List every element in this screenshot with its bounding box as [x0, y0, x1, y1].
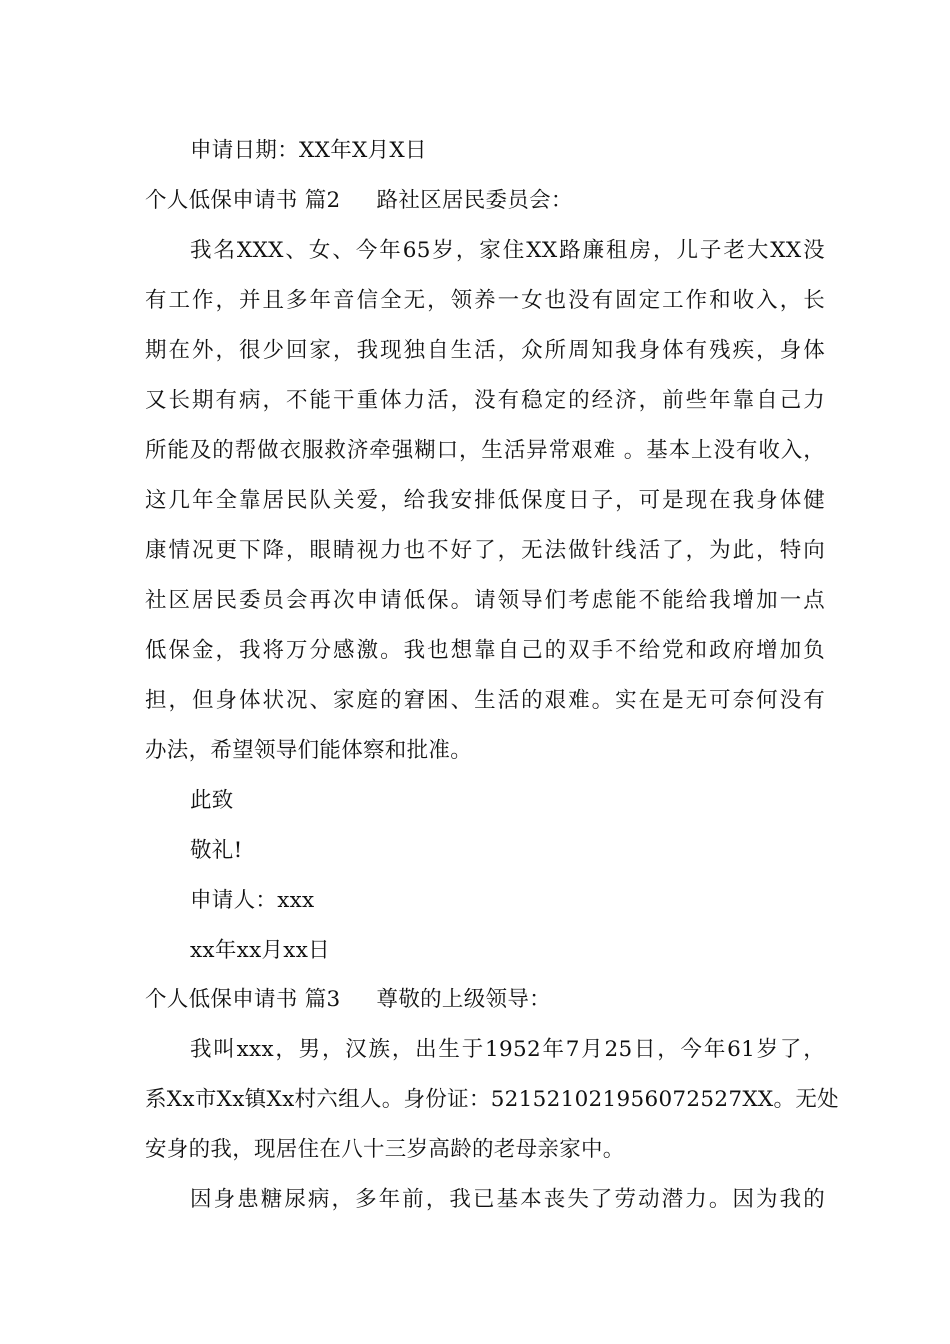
application-date-line: 申请日期：XX年X月X日 [190, 138, 427, 163]
paragraph-line: 所能及的帮做衣服救济牵强糊口，生活异常艰难 。基本上没有收入， [145, 438, 825, 463]
paragraph-line: 我名XXX、女、今年65岁，家住XX路廉租房，儿子老大XX没 [190, 238, 825, 263]
paragraph-line: 康情况更下降，眼睛视力也不好了，无法做针线活了，为此，特向 [145, 538, 825, 563]
section-title: 个人低保申请书 篇3 [145, 987, 341, 1012]
paragraph-line: 这几年全靠居民队关爱，给我安排低保度日子，可是现在我身体健 [145, 488, 825, 513]
addressee: 路社区居民委员会： [376, 188, 573, 213]
paragraph-line: 因身患糖尿病，多年前，我已基本丧失了劳动潜力。因为我的 [190, 1187, 825, 1212]
paragraph-line: 社区居民委员会再次申请低保。请领导们考虑能不能给我增加一点 [145, 588, 825, 613]
closing-line: 此致 [190, 788, 234, 813]
applicant-line: 申请人：xxx [190, 888, 315, 913]
paragraph-line: 担，但身体状况、家庭的窘困、生活的艰难。实在是无可奈何没有 [145, 688, 825, 713]
paragraph-line: 低保金，我将万分感激。我也想靠自己的双手不给党和政府增加负 [145, 638, 825, 663]
paragraph-line: 安身的我，现居住在八十三岁高龄的老母亲家中。 [145, 1137, 625, 1162]
section-title: 个人低保申请书 篇2 [145, 188, 341, 213]
addressee: 尊敬的上级领导： [376, 987, 551, 1012]
section-heading-3 [145, 986, 825, 1014]
salute-line: 敬礼! [190, 838, 243, 863]
paragraph-line: 系Xx市Xx镇Xx村六组人。身份证：521521021956072527XX。无处 [145, 1087, 839, 1112]
section-heading-2 [145, 187, 825, 215]
paragraph-line: 我叫xxx，男，汉族，出生于1952年7月25日，今年61岁了， [190, 1037, 825, 1062]
paragraph-line: 期在外，很少回家，我现独自生活，众所周知我身体有残疾，身体 [145, 338, 825, 363]
signature-date-line: xx年xx月xx日 [190, 938, 330, 963]
paragraph-line: 有工作，并且多年音信全无，领养一女也没有固定工作和收入，长 [145, 288, 825, 313]
paragraph-line: 又长期有病，不能干重体力活，没有稳定的经济，前些年靠自己力 [145, 388, 825, 413]
paragraph-line: 办法，希望领导们能体察和批准。 [145, 738, 473, 763]
